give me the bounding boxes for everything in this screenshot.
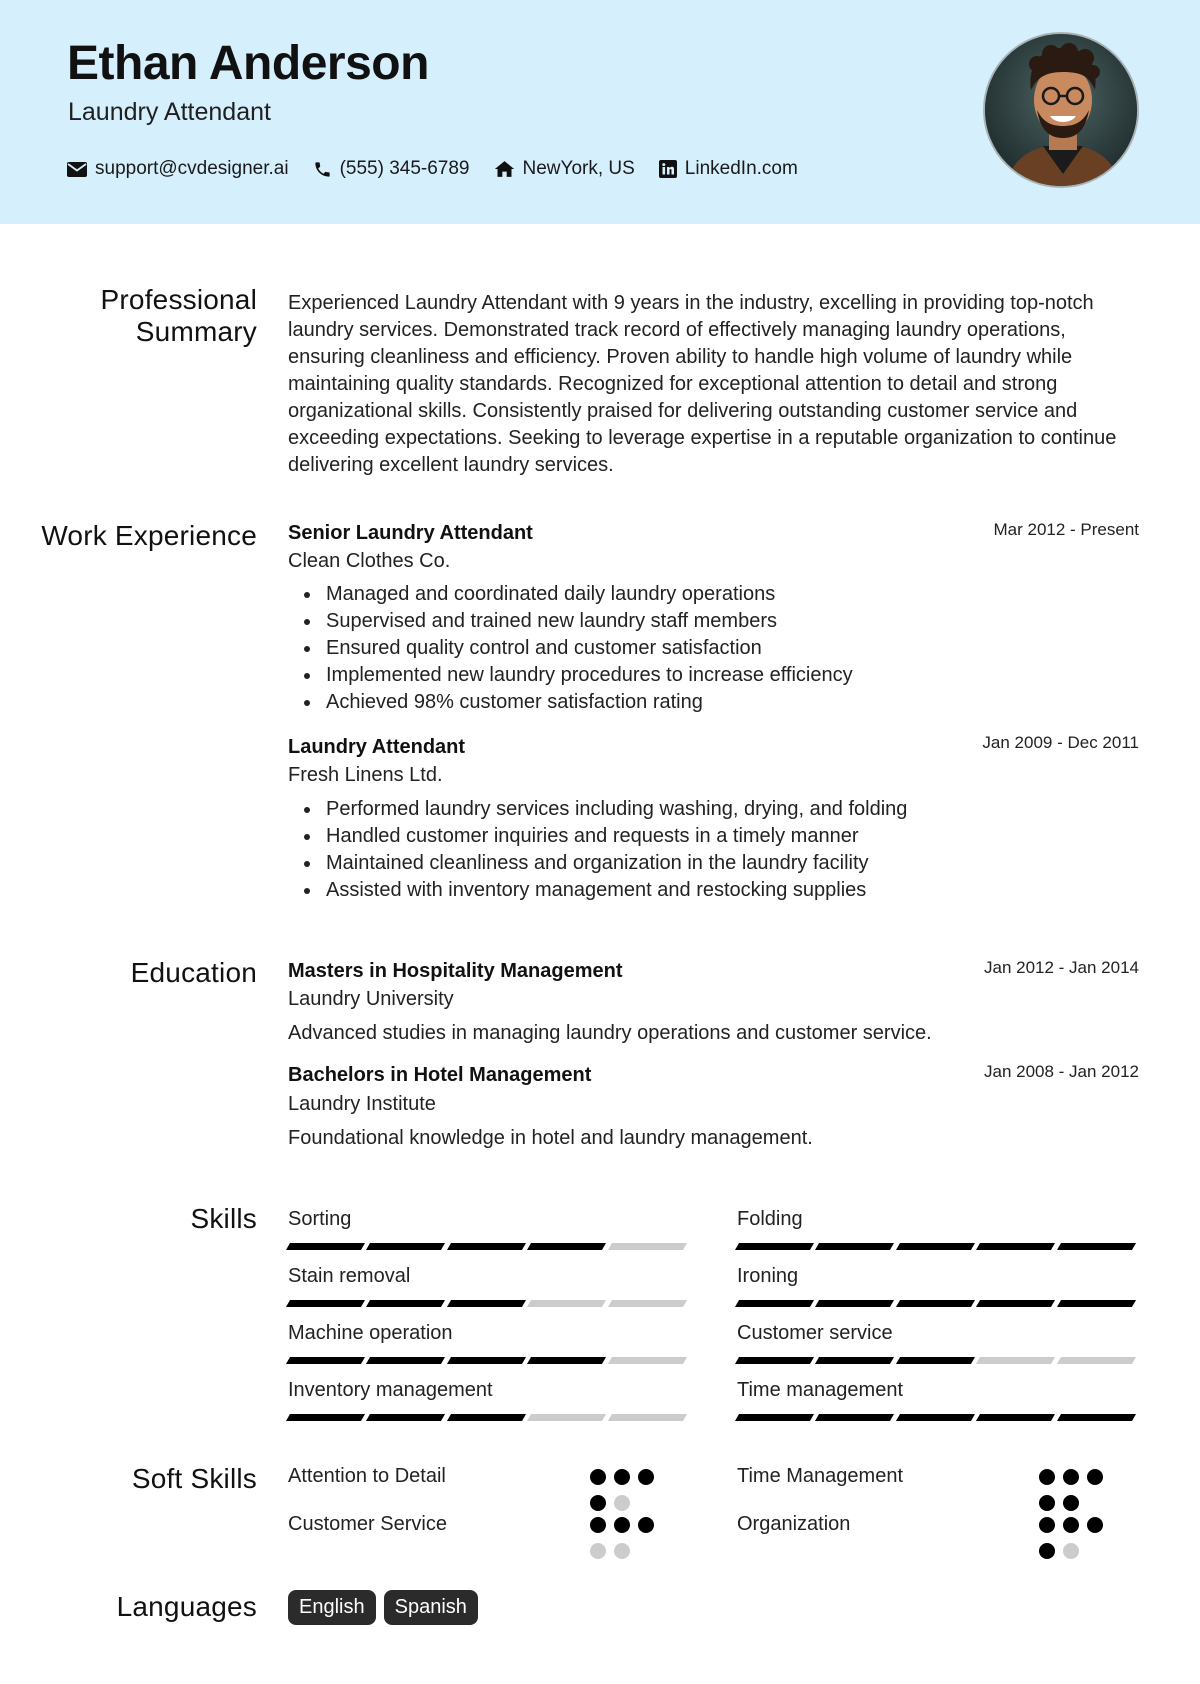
rating-dot [614,1517,630,1533]
skill-name: Machine operation [288,1322,453,1344]
section-title-education: Education [130,957,257,988]
skill-level-segment [815,1414,894,1421]
rating-dot [1039,1495,1055,1511]
list-item: Performed laundry services including washing, drying, and folding [288,796,1148,823]
rating-dot [590,1469,606,1485]
language-tag: Spanish [384,1590,478,1625]
skill-level-segment [366,1414,445,1421]
skill-level-segment [815,1300,894,1307]
skill-level-segment [527,1414,606,1421]
skill-level-segment [735,1300,814,1307]
rating-dot [1039,1543,1055,1559]
school-name: Laundry University [288,988,454,1010]
list-item: Managed and coordinated daily laundry operations [288,581,1148,608]
skill-name: Stain removal [288,1265,411,1287]
rating-dot [614,1469,630,1485]
skill-level-segment [976,1300,1055,1307]
skill-level-segment [527,1243,606,1250]
section-title-experience: Work Experience [41,520,257,551]
skill-level-segment [735,1243,814,1250]
skill-level-segment [976,1243,1055,1250]
list-item: Ensured quality control and customer satisfaction [288,635,1148,662]
skill-level-segment [366,1357,445,1364]
skill-level-segment [608,1357,687,1364]
job-bullets [288,796,1148,904]
soft-skill-rating [590,1517,680,1569]
skill-name: Ironing [737,1265,799,1287]
skill-level-segment [527,1300,606,1307]
rating-dot [1063,1543,1079,1559]
education-date: Jan 2008 - Jan 2012 [983,1062,1139,1081]
skill-level-segment [815,1357,894,1364]
skill-level-segment [896,1414,975,1421]
list-item: Maintained cleanliness and organization in the laundry facility [288,850,1148,877]
skill-level-segment [447,1414,526,1421]
rating-dot [1039,1517,1055,1533]
skill-level-segment [366,1243,445,1250]
skill-level-bar [737,1414,1139,1421]
contact-email-text: support@cvdesigner.ai [95,158,289,179]
job-date: Mar 2012 - Present [993,520,1139,539]
skill-item [288,1377,690,1421]
contact-phone-text: (555) 345-6789 [339,158,470,179]
summary-text: Experienced Laundry Attendant with 9 years in the industry, excelling in providing top-notch laundry services. Demonstrated track record of effectively managing laundry operations, ensuring cleanliness and efficiency. Proven ability to handle high volume of laundry while maintaining quality standards. Recognized for exceptional attention to detail and strong organizational skills. Consistently praised for delivering outstanding customer service and exceeding expectations. Seeking to leverage expertise in a reputable organization to continue delivering excellent laundry services. [288,292,1117,476]
skill-level-segment [447,1300,526,1307]
skill-level-bar [737,1300,1139,1307]
skill-level-bar [737,1243,1139,1250]
skill-level-segment [735,1357,814,1364]
skill-name: Customer service [737,1322,893,1344]
soft-skill-name: Time Management [737,1465,903,1487]
job-bullets [288,581,1148,716]
skill-level-bar [737,1357,1139,1364]
rating-dot [638,1517,654,1533]
rating-dot [590,1517,606,1533]
skill-item [737,1263,1139,1307]
header-banner [0,0,1200,224]
skill-item [288,1206,690,1250]
home-icon [494,160,515,178]
envelope-icon [67,162,87,177]
education-description: Advanced studies in managing laundry operations and customer service. [288,1022,932,1044]
linkedin-icon [659,160,677,178]
section-title-soft-skills: Soft Skills [131,1463,257,1494]
contact-linkedin[interactable] [659,158,798,180]
skill-level-segment [286,1243,365,1250]
contact-email[interactable] [67,158,289,180]
skill-item [288,1263,690,1307]
company-name: Fresh Linens Ltd. [288,764,443,786]
section-title-skills: Skills [190,1203,257,1234]
degree-title: Masters in Hospitality Management [288,960,623,982]
soft-skill-rating [1039,1517,1129,1569]
candidate-name: Ethan Anderson [67,37,429,90]
list-item: Assisted with inventory management and restocking supplies [288,877,1148,904]
rating-dot [1087,1469,1103,1485]
job-title: Laundry Attendant [288,736,466,758]
skill-level-segment [976,1357,1055,1364]
skill-item [737,1377,1139,1421]
degree-title: Bachelors in Hotel Management [288,1064,592,1086]
contact-location [494,158,635,180]
section-title-languages: Languages [116,1591,257,1622]
skill-level-segment [527,1357,606,1364]
rating-dot [590,1495,606,1511]
skill-level-segment [608,1414,687,1421]
skill-level-segment [976,1414,1055,1421]
list-item: Implemented new laundry procedures to increase efficiency [288,662,1148,689]
soft-skill-name: Attention to Detail [288,1465,446,1487]
phone-icon [313,160,332,179]
rating-dot [590,1543,606,1559]
soft-skill-rating [1039,1469,1129,1521]
skill-name: Time management [737,1379,903,1401]
list-item: Supervised and trained new laundry staff members [288,608,1148,635]
contact-bar [67,158,822,180]
skill-level-segment [608,1300,687,1307]
company-name: Clean Clothes Co. [288,550,451,572]
skill-level-segment [1057,1357,1136,1364]
skill-level-segment [896,1243,975,1250]
skill-level-bar [288,1300,690,1307]
rating-dot [638,1469,654,1485]
rating-dot [614,1543,630,1559]
contact-linkedin-text: LinkedIn.com [684,158,798,179]
contact-location-text: NewYork, US [522,158,635,179]
languages-list [288,1590,486,1625]
skill-item [288,1320,690,1364]
education-description: Foundational knowledge in hotel and laundry management. [288,1127,813,1149]
rating-dot [1087,1517,1103,1533]
skill-level-segment [286,1414,365,1421]
skill-level-bar [288,1243,690,1250]
rating-dot [1063,1495,1079,1511]
skill-level-segment [1057,1300,1136,1307]
rating-dot [1063,1517,1079,1533]
skill-level-segment [896,1300,975,1307]
skill-level-segment [447,1357,526,1364]
rating-dot [614,1495,630,1511]
skill-level-segment [896,1357,975,1364]
skill-item [737,1206,1139,1250]
skill-level-segment [286,1300,365,1307]
education-date: Jan 2012 - Jan 2014 [983,958,1139,977]
language-tag: English [288,1590,376,1625]
rating-dot [1039,1469,1055,1485]
job-title: Senior Laundry Attendant [288,522,533,544]
skill-level-segment [735,1414,814,1421]
list-item: Achieved 98% customer satisfaction rating [288,689,1148,716]
skill-level-segment [815,1243,894,1250]
list-item: Handled customer inquiries and requests in a timely manner [288,823,1148,850]
soft-skill-name: Organization [737,1513,851,1535]
section-title-summary: Professional Summary [100,284,257,347]
skill-level-bar [288,1414,690,1421]
soft-skill-rating [590,1469,680,1521]
skill-item [737,1320,1139,1364]
job-date: Jan 2009 - Dec 2011 [982,733,1139,752]
skill-level-segment [366,1300,445,1307]
skill-level-segment [608,1243,687,1250]
skill-name: Folding [737,1208,803,1230]
contact-phone[interactable] [313,158,470,180]
skill-level-segment [1057,1243,1136,1250]
soft-skill-name: Customer Service [288,1513,447,1535]
skill-level-bar [288,1357,690,1364]
rating-dot [1063,1469,1079,1485]
school-name: Laundry Institute [288,1093,436,1115]
skill-level-segment [447,1243,526,1250]
skill-name: Sorting [288,1208,352,1230]
job-role: Laundry Attendant [68,98,271,126]
skill-level-segment [286,1357,365,1364]
skill-name: Inventory management [288,1379,493,1401]
profile-photo [983,32,1139,188]
skill-level-segment [1057,1414,1136,1421]
